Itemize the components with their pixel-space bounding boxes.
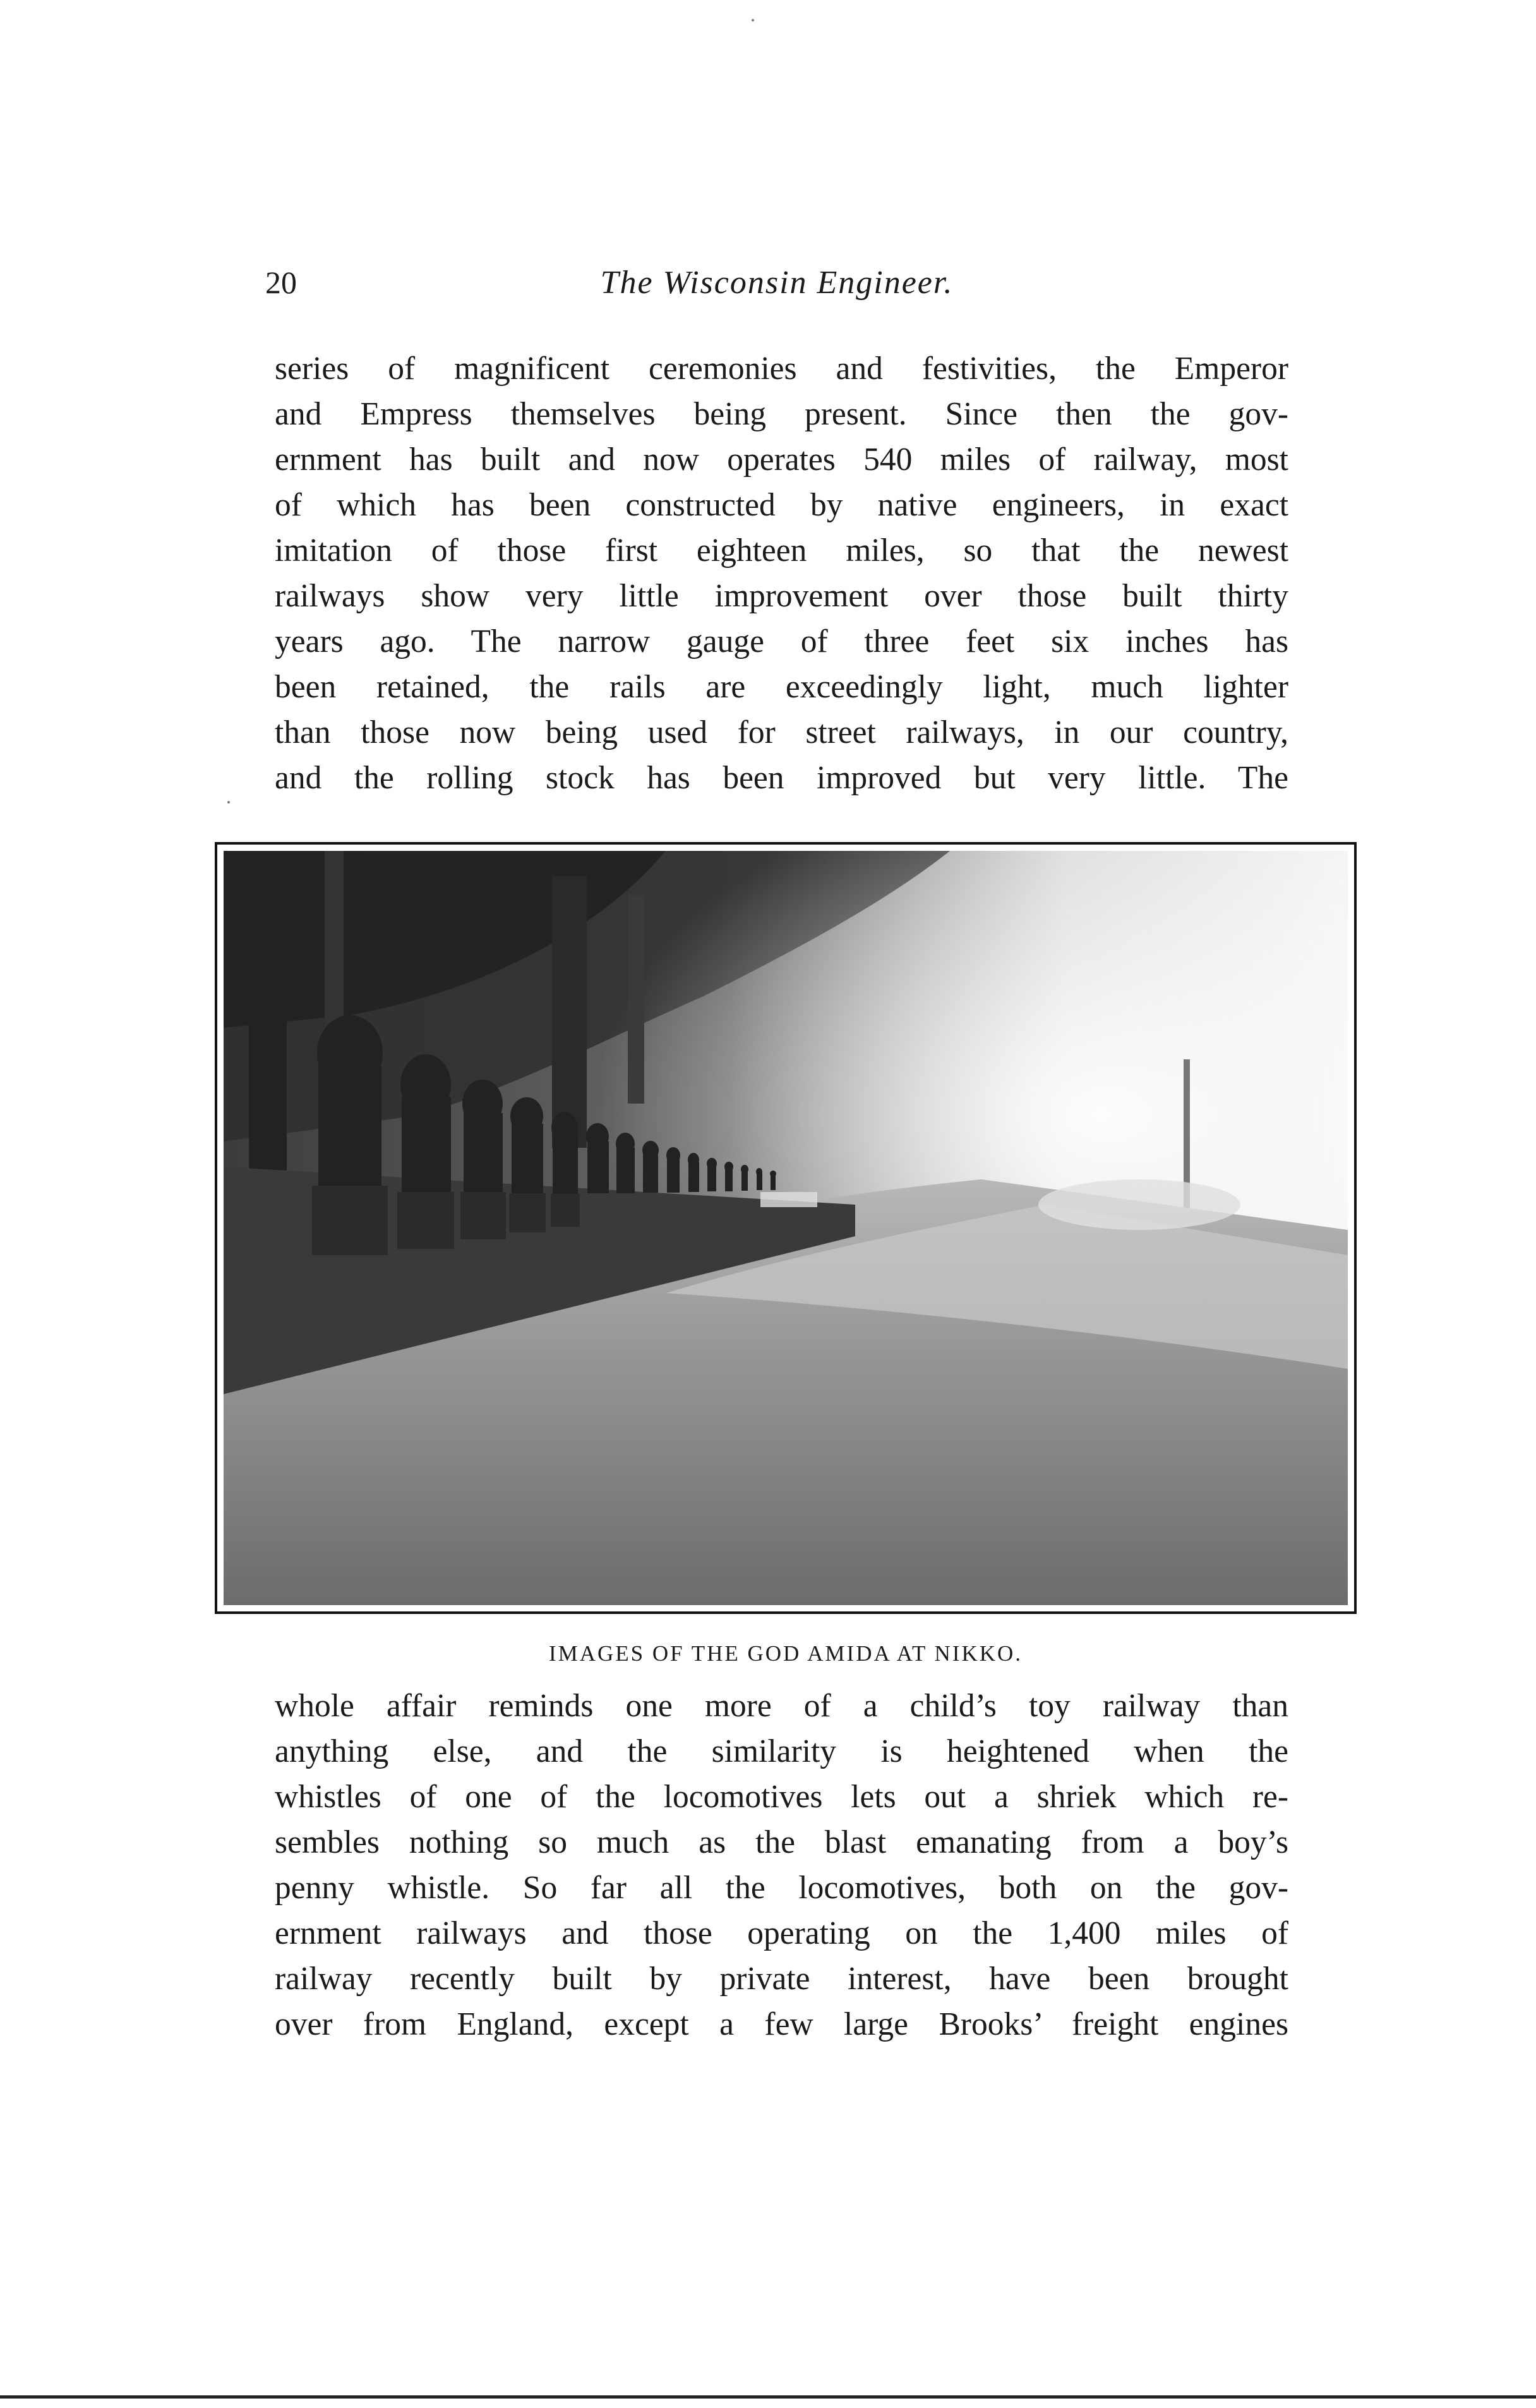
text-line: whole affair reminds one more of a child’s toy railway than: [275, 1688, 1288, 1724]
body-paragraph-bottom: [275, 1683, 1288, 2047]
scan-speck: [752, 19, 754, 21]
text-line: sembles nothing so much as the blast emanating from a boy’s: [275, 1824, 1288, 1860]
text-line: penny whistle. So far all the locomotives, both on the gov-: [275, 1870, 1288, 1906]
figure-frame: [215, 842, 1357, 1614]
text-line: been retained, the rails are exceedingly light, much lighter: [275, 669, 1288, 705]
scan-speck: [227, 801, 230, 804]
text-line: whistles of one of the locomotives lets out a shriek which re-: [275, 1779, 1288, 1815]
figure-caption: IMAGES OF THE GOD AMIDA AT NIKKO.: [548, 1641, 1023, 1666]
text-line: imitation of those first eighteen miles, so that the newest: [275, 533, 1288, 569]
scan-edge-line: [0, 2395, 1536, 2399]
photo-illustration: [224, 851, 1348, 1605]
text-line: over from England, except a few large Brooks’ freight engines: [275, 2006, 1288, 2042]
page-header: [265, 264, 1288, 308]
text-line: railways show very little improvement over those built thirty: [275, 578, 1288, 614]
text-line: of which has been constructed by native engineers, in exact: [275, 487, 1288, 523]
text-line: and Empress themselves being present. Since then the gov-: [275, 396, 1288, 432]
running-title: The Wisconsin Engineer.: [600, 265, 954, 301]
text-line: years ago. The narrow gauge of three feet six inches has: [275, 623, 1288, 659]
text-line: than those now being used for street railways, in our country,: [275, 714, 1288, 750]
text-line: and the rolling stock has been improved but very little. The: [275, 760, 1288, 796]
page-number: 20: [265, 265, 297, 300]
text-line: series of magnificent ceremonies and festivities, the Emperor: [275, 351, 1288, 387]
text-line: anything else, and the similarity is heightened when the: [275, 1733, 1288, 1769]
text-line: ernment railways and those operating on the 1,400 miles of: [275, 1915, 1288, 1951]
photograph-amida-statues: [224, 851, 1348, 1605]
body-paragraph-top: [275, 346, 1288, 801]
text-line: ernment has built and now operates 540 miles of railway, most: [275, 442, 1288, 478]
text-line: railway recently built by private interest, have been brought: [275, 1961, 1288, 1997]
